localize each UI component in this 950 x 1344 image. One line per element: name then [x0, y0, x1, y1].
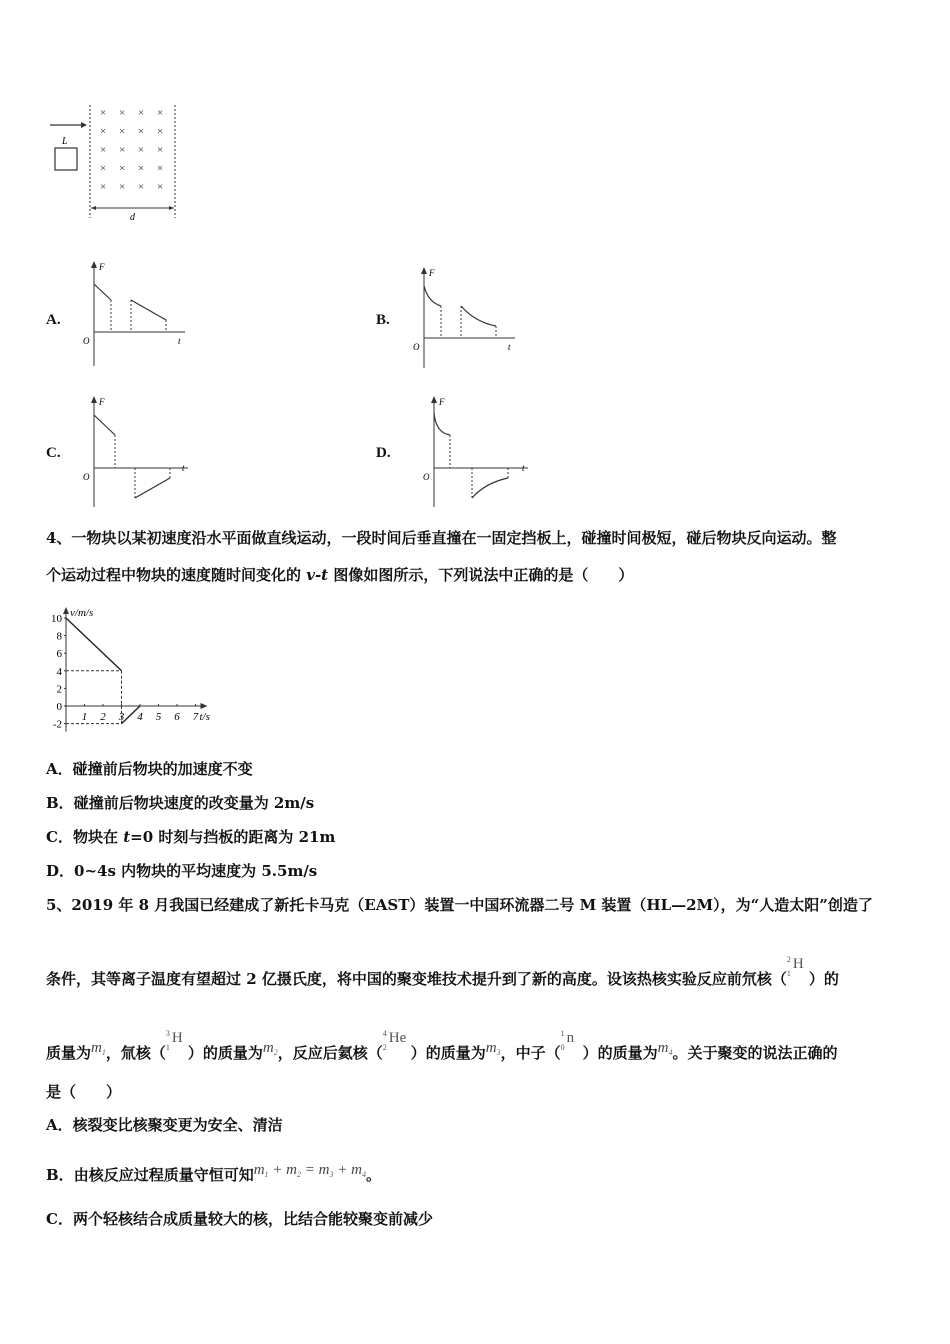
graph-a-ylabel: F	[99, 262, 105, 272]
vt-xtick-label: 5	[155, 711, 162, 723]
graph-b-segment1	[424, 286, 441, 306]
option-b-letter: B.	[376, 312, 390, 328]
vt-xtick-label: 6	[174, 711, 180, 723]
helium-symbol: 4 2 He	[382, 1029, 407, 1052]
q4-option-d: D．0~4s 内物块的平均速度为 5.5m/s	[46, 862, 318, 880]
field-cross: ×	[100, 144, 107, 156]
neutron-symbol: 1 0 n	[560, 1029, 575, 1052]
field-cross: ×	[119, 107, 126, 119]
arrow-head	[81, 122, 87, 128]
option-a-letter: A.	[46, 312, 61, 328]
graph-d-ylabel: F	[439, 397, 445, 407]
vt-ytick-label: 4	[56, 665, 62, 678]
vt-xtick-label: 2	[100, 711, 106, 723]
field-cross: ×	[138, 181, 145, 193]
field-crosses	[100, 107, 163, 193]
field-cross: ×	[100, 107, 107, 119]
vt-ytick-label: 10	[51, 613, 62, 625]
graph-c-ylabel: F	[99, 397, 105, 407]
field-cross: ×	[119, 144, 126, 156]
graph-a-xlabel: t	[178, 336, 181, 346]
vt-ytick-label: 6	[56, 648, 62, 661]
field-cross: ×	[138, 107, 145, 119]
graph-c	[80, 393, 200, 511]
vt-chart	[44, 603, 234, 738]
q5-line3: 质量为$m_1$，氚核（ 3 1 H ）的质量为$m_2$，反应后氦核（ 4 2 He ）的质量为$m_3$，中子（ 1 0 n ）的质量为$m_4$。关于聚变的说法正确的	[46, 1029, 838, 1062]
graph-a-segment1	[94, 284, 111, 300]
field-cross: ×	[119, 181, 126, 193]
graph-b-segment2	[461, 306, 496, 326]
q5-line1: 5、2019 年 8 月我国已经建成了新托卡马克（EAST）装置一中国环流器二号 M 装置（HL—2M），为“人造太阳”创造了	[46, 896, 873, 914]
q4-line2: 个运动过程中物块的速度随时间变化的 v-t 图像如图所示，下列说法中正确的是（ ）	[46, 566, 634, 584]
vt-y-arrow	[63, 607, 69, 614]
deuteron-symbol: 2 1 H	[786, 955, 804, 978]
field-cross: ×	[157, 125, 164, 138]
graph-c-origin: O	[83, 472, 90, 482]
square-loop	[55, 148, 77, 170]
field-cross: ×	[119, 125, 126, 138]
q5-line4: 是（ ）	[46, 1083, 122, 1101]
vt-xlabel: t/s	[199, 711, 210, 723]
field-cross: ×	[157, 181, 164, 193]
graph-b	[410, 264, 530, 374]
vt-ylabel: v/m/s	[70, 607, 94, 619]
graph-d-xlabel: t	[522, 463, 525, 473]
vt-xtick-label: 3	[118, 711, 125, 723]
field-cross: ×	[119, 162, 126, 175]
q5-option-b: B．由核反应过程质量守恒可知$m_1 + m_2 = m_3 + m_4$。	[46, 1162, 381, 1184]
mass-equation: $m_1 + m_2 = m_3 + m_4$	[253, 1162, 366, 1179]
graph-a-origin: O	[83, 336, 90, 346]
field-cross: ×	[138, 125, 145, 138]
field-cross: ×	[138, 144, 145, 156]
option-d-letter: D.	[376, 445, 391, 461]
field-cross: ×	[157, 162, 164, 175]
vt-ytick-label: 0	[56, 701, 62, 713]
vt-series-line-1	[66, 618, 122, 671]
vt-ytick-label: -2	[52, 718, 62, 731]
graph-c-xlabel: t	[182, 463, 185, 473]
graph-d-origin: O	[423, 472, 430, 482]
graph-a	[80, 258, 200, 373]
graph-b-origin: O	[413, 342, 420, 352]
field-cross: ×	[100, 125, 107, 138]
field-cross: ×	[157, 107, 164, 119]
graph-a-segment2	[131, 300, 166, 320]
triton-symbol: 3 1 H	[165, 1029, 183, 1052]
q5-option-a: A．核裂变比核聚变更为安全、清洁	[46, 1116, 283, 1134]
vt-ytick-label: 2	[56, 683, 62, 696]
field-cross: ×	[100, 181, 107, 193]
field-cross: ×	[100, 162, 107, 175]
q4-line1: 4、一物块以某初速度沿水平面做直线运动，一段时间后垂直撞在一固定挡板上，碰撞时间极短，碰后物块反向运动。整	[46, 529, 837, 547]
option-c-letter: C.	[46, 445, 61, 461]
vt-xtick-label: 7	[192, 711, 199, 723]
vt-x-arrow	[201, 703, 208, 709]
graph-b-ylabel: F	[429, 268, 435, 278]
q4-option-a: A．碰撞前后物块的加速度不变	[46, 760, 253, 778]
q5-option-c: C．两个轻核结合成质量较大的核，比结合能较聚变前减少	[46, 1210, 433, 1228]
q4-option-c: C．物块在 t=0 时刻与挡板的距离为 21m	[46, 828, 336, 846]
q5-line2: 条件，其等离子温度有望超过 2 亿摄氏度，将中国的聚变堆技术提升到了新的高度。设该热核实验反应前氘核（ 2 1 H ）的	[46, 955, 839, 988]
vt-ytick-label: 8	[56, 630, 62, 643]
vt-xtick-label: 1	[81, 711, 88, 723]
magnetic-field-figure	[45, 100, 185, 225]
graph-d	[420, 393, 540, 511]
q4-option-b: B．碰撞前后物块速度的改变量为 2m/s	[46, 794, 315, 812]
vt-xtick-label: 4	[137, 711, 143, 723]
field-cross: ×	[157, 144, 164, 156]
graph-b-xlabel: t	[508, 342, 511, 352]
l-label: L	[62, 136, 68, 147]
field-cross: ×	[138, 162, 145, 175]
d-label: d	[130, 212, 135, 223]
